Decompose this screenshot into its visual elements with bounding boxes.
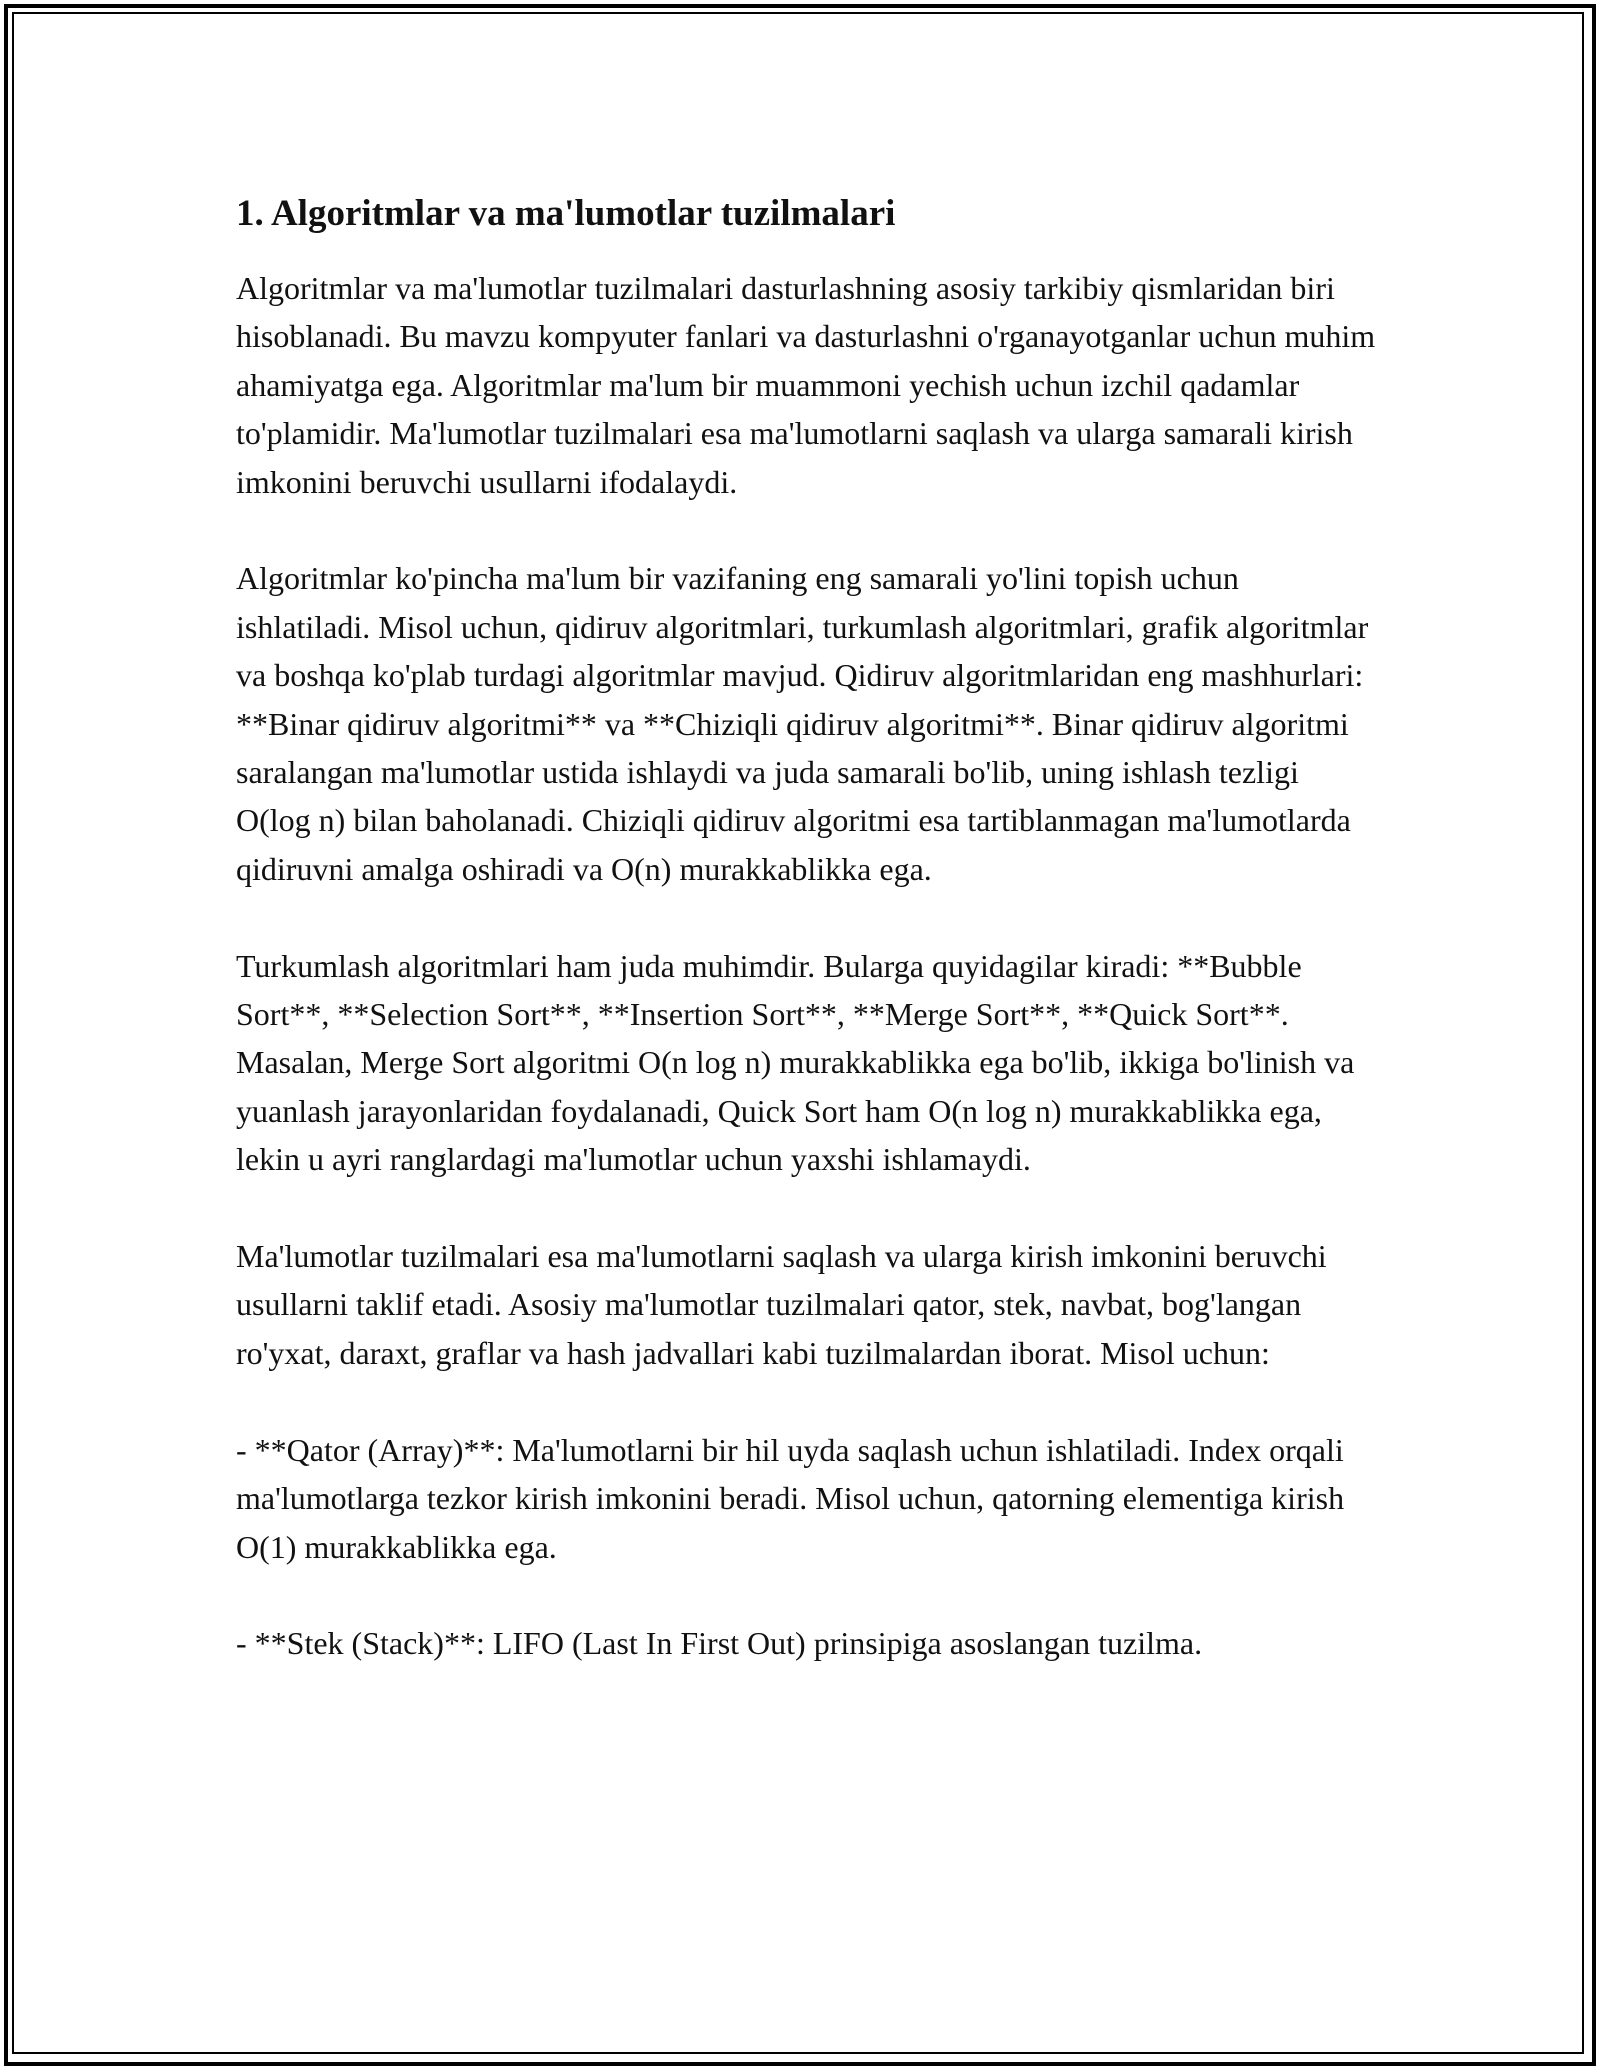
list-item-stack: - **Stek (Stack)**: LIFO (Last In First Out) prinsipiga asoslangan tuzilma. <box>236 1625 1203 1662</box>
paragraph-intro: Algoritmlar va ma'lumotlar tuzilmalari dasturlashning asosiy tarkibiy qismlaridan biri hisoblanadi. Bu mavzu kompyuter fanlari va dasturlashni o'rganayotganlar uchun muhim ahamiyatga ega. Algoritmlar ma'lum bir muammoni yechish uchun izchil qadamlar to'plamidir. Ma'lumotlar tuzilmalari esa ma'lumotlarni saqlash va ularga samarali kirish imkonini beruvchi usullarni ifodalaydi. <box>236 270 1376 500</box>
list-item-array: - **Qator (Array)**: Ma'lumotlarni bir hil uyda saqlash uchun ishlatiladi. Index orqali ma'lumotlarga tezkor kirish imkonini beradi. Misol uchun, qatorning elementiga kirish O(1) murakkablikka ega. <box>236 1431 1345 1565</box>
paragraph-search-algorithms: Algoritmlar ko'pincha ma'lum bir vazifaning eng samarali yo'lini topish uchun ishlatiladi. Misol uchun, qidiruv algoritmlari, turkumlash algoritmlari, grafik algoritmlar va boshqa ko'plab turdagi algoritmlar mavjud. Qidiruv algoritmlaridan eng mashhurlari: **Binar qidiruv algoritmi** va **Chiziqli qidiruv algoritmi**. Binar qidiruv algoritmi saralangan ma'lumotlar ustida ishlaydi va juda samarali bo'lib, uning ishlash tezligi O(log n) bilan baholanadi. Chiziqli qidiruv algoritmi esa tartiblanmagan ma'lumotlarda qidiruvni amalga oshiradi va O(n) murakkablikka ega. <box>236 560 1369 887</box>
document-body <box>236 188 1376 1716</box>
paragraph-sorting-algorithms: Turkumlash algoritmlari ham juda muhimdir. Bularga quyidagilar kiradi: **Bubble Sort**, **Selection Sort**, **Insertion Sort**, **Merge Sort**, **Quick Sort**. Masalan, Merge Sort algoritmi O(n log n) murakkablikka ega bo'lib, ikkiga bo'linish va yuanlash jarayonlaridan foydalanadi, Quick Sort ham O(n log n) murakkablikka ega, lekin u ayri ranglardagi ma'lumotlar uchun yaxshi ishlamaydi. <box>236 947 1355 1178</box>
document-title: 1. Algoritmlar va ma'lumotlar tuzilmalari <box>236 193 896 234</box>
paragraph-data-structures: Ma'lumotlar tuzilmalari esa ma'lumotlarni saqlash va ularga kirish imkonini beruvchi usullarni taklif etadi. Asosiy ma'lumotlar tuzilmalari qator, stek, navbat, bog'langan ro'yxat, daraxt, graflar va hash jadvallari kabi tuzilmalardan iborat. Misol uchun: <box>236 1238 1327 1371</box>
